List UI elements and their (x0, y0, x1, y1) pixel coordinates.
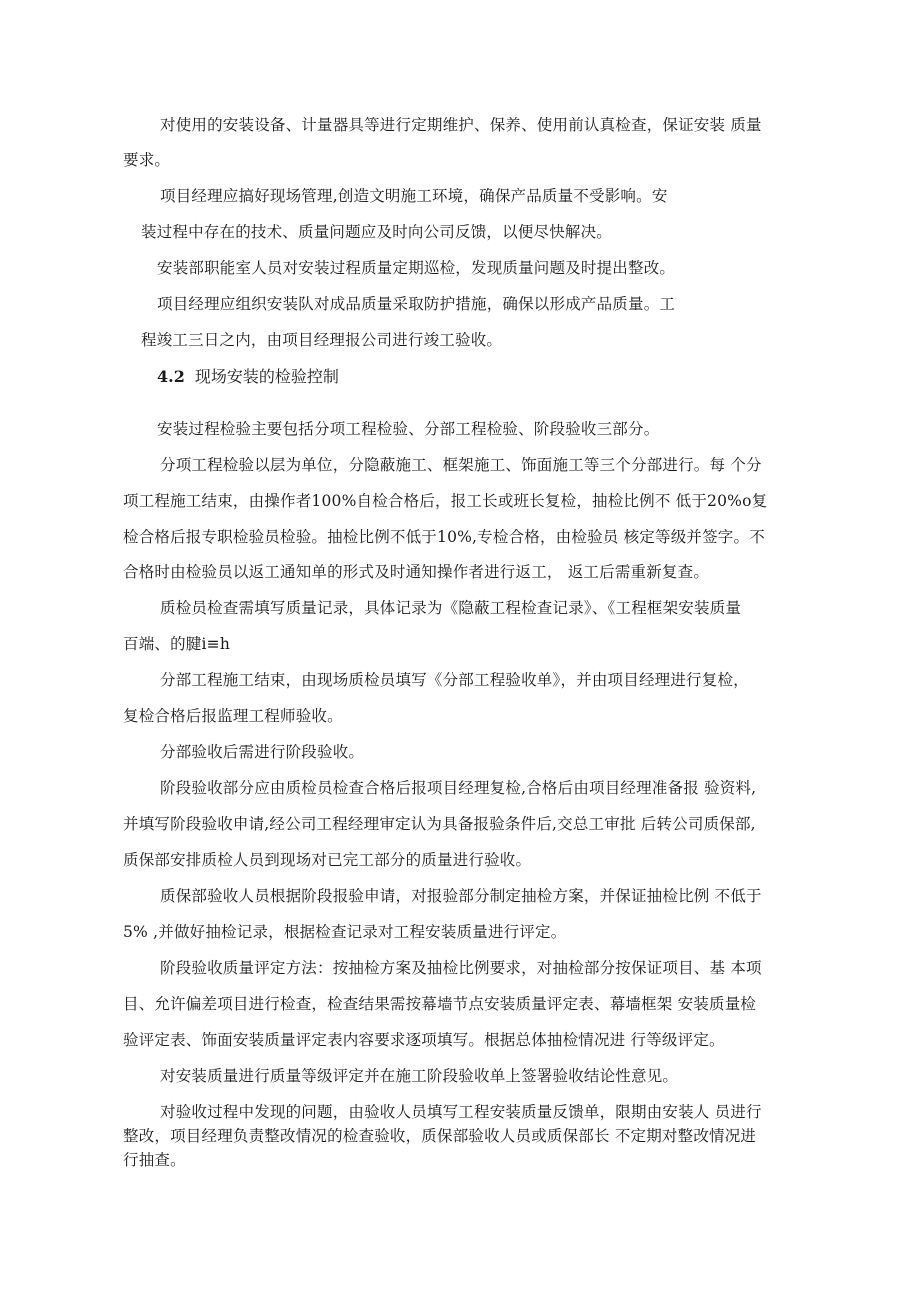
text-line: 质检员检查需填写质量记录，具体记录为《隐蔽工程检查记录》、《工程框架安装质量 (160, 599, 742, 617)
text-line: 质保部安排质检人员到现场对已完工部分的质量进行验收。 (123, 851, 532, 869)
text-line: 分项工程检验以层为单位，分隐蔽施工、框架施工、饰面施工等三个分部进行。每 个分 (160, 456, 762, 474)
text-line: 对验收过程中发现的问题，由验收人员填写工程安装质量反馈单，限期由安装人 员进行 (160, 1103, 762, 1121)
section-heading (157, 367, 339, 387)
text-line: 质保部验收人员根据阶段报验申请，对报验部分制定抽检方案，并保证抽检比例 不低于 (160, 887, 762, 905)
text-line: 并填写阶段验收申请,经公司工程经理审定认为具备报验条件后,交总工审批 后转公司质保部, (123, 815, 756, 833)
text-line: 装过程中存在的技术、质量问题应及时向公司反馈，以便尽快解决。 (141, 223, 613, 241)
text-line: 安装过程检验主要包括分项工程检验、分部工程检验、阶段验收三部分。 (157, 420, 660, 438)
text-line: 项工程施工结束，由操作者100%自检合格后，报工长或班长复检，抽检比例不 低于20%o复 (123, 492, 768, 510)
text-line: 分部工程施工结束，由现场质检员填写《分部工程验收单》，并由项目经理进行复检， (160, 671, 749, 689)
text-line: 合格时由检验员以返工通知单的形式及时通知操作者进行返工， 返工后需重新复查。 (123, 563, 710, 581)
text-line: 对安装质量进行质量等级评定并在施工阶段验收单上签署验收结论性意见。 (160, 1067, 679, 1085)
text-line: 程竣工三日之内，由项目经理报公司进行竣工验收。 (141, 331, 503, 349)
text-line: 整改，项目经理负责整改情况的检查验收，质保部验收人员或质保部长 不定期对整改情况进 (123, 1127, 757, 1145)
text-line: 验评定表、饰面安装质量评定表内容要求逐项填写。根据总体抽检情况进 行等级评定。 (123, 1031, 725, 1049)
text-line: 检合格后报专职检验员检验。抽检比例不低于10%,专检合格，由检验员 核定等级并签字。不 (123, 528, 765, 546)
text-line: 项目经理应搞好现场管理,创造文明施工环境，确保产品质量不受影响。安 (160, 187, 668, 205)
text-line: 百端、的腱i≡h (123, 635, 231, 653)
text-line: 项目经理应组织安装队对成品质量采取防护措施，确保以形成产品质量。工 (157, 295, 676, 313)
text-line: 5% ,并做好抽检记录，根据检查记录对工程安装质量进行评定。 (123, 923, 567, 941)
text-line: 目、允许偏差项目进行检查，检查结果需按幕墙节点安装质量评定表、幕墙框架 安装质量检 (123, 995, 757, 1013)
text-line: 行抽查。 (123, 1151, 186, 1169)
text-line: 阶段验收部分应由质检员检查合格后报项目经理复检,合格后由项目经理准备报 验资料, (160, 779, 757, 797)
text-line: 阶段验收质量评定方法：按抽检方案及抽检比例要求，对抽检部分按保证项目、基 本项 (160, 959, 762, 977)
section-title: 现场安装的检验控制 (194, 367, 339, 386)
text-line: 要求。 (123, 151, 171, 169)
text-line: 分部验收后需进行阶段验收。 (160, 743, 365, 761)
text-line: 复检合格后报监理工程师验收。 (123, 707, 343, 725)
text-line: 对使用的安装设备、计量器具等进行定期维护、保养、使用前认真检查，保证安装 质量 (160, 116, 762, 134)
section-number: 4.2 (157, 367, 185, 386)
text-line: 安装部职能室人员对安装过程质量定期巡检，发现质量问题及时提出整改。 (157, 259, 676, 277)
